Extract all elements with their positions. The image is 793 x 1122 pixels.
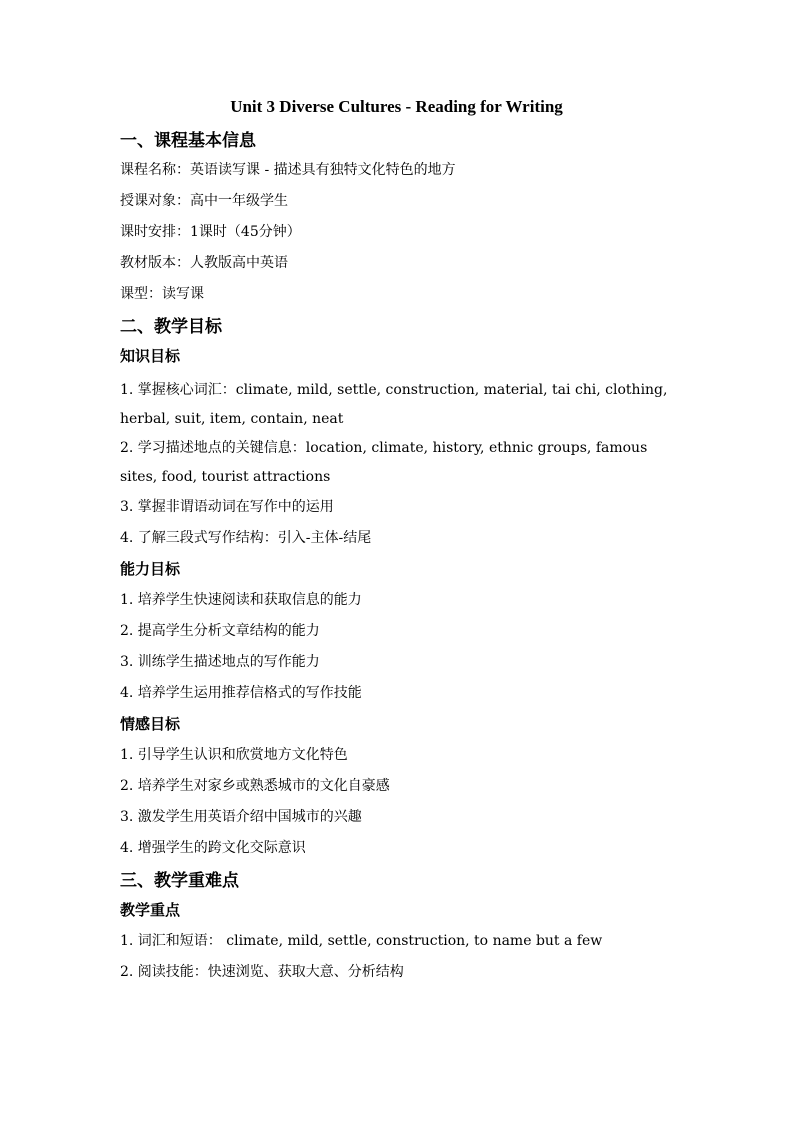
list-item: 1. 掌握核心词汇：climate, mild, settle, construction, material, tai chi, clothing, herbal, suit, item, contain, neat <box>120 382 668 427</box>
list-item: 2. 学习描述地点的关键信息：location, climate, history, ethnic groups, famous sites, food, tourist attractions <box>120 440 648 485</box>
list-item: 4. 了解三段式写作结构：引入-主体-结尾 <box>120 530 372 546</box>
info-line: 课程名称：英语读写课 - 描述具有独特文化特色的地方 <box>120 162 456 178</box>
list-item: 2. 培养学生对家乡或熟悉城市的文化自豪感 <box>120 778 390 794</box>
info-line: 课型：读写课 <box>120 286 204 302</box>
list-item: 3. 掌握非谓语动词在写作中的运用 <box>120 499 334 515</box>
subheading-knowledge: 知识目标 <box>120 347 181 365</box>
list-item: 2. 阅读技能：快速浏览、获取大意、分析结构 <box>120 964 404 980</box>
section-heading-key-points: 三、教学重难点 <box>120 871 239 891</box>
info-line: 授课对象：高中一年级学生 <box>120 193 288 209</box>
subheading-focus: 教学重点 <box>120 901 181 919</box>
list-item: 1. 引导学生认识和欣赏地方文化特色 <box>120 747 348 763</box>
subheading-emotion: 情感目标 <box>120 715 181 733</box>
list-item: 4. 增强学生的跨文化交际意识 <box>120 840 306 856</box>
section-heading-basic-info: 一、课程基本信息 <box>120 131 256 151</box>
info-line: 教材版本：人教版高中英语 <box>120 255 288 271</box>
document-body <box>120 128 685 992</box>
list-item: 3. 激发学生用英语介绍中国城市的兴趣 <box>120 809 362 825</box>
info-line: 课时安排：1课时（45分钟） <box>120 224 301 240</box>
list-item: 3. 训练学生描述地点的写作能力 <box>120 654 320 670</box>
list-item: 1. 培养学生快速阅读和获取信息的能力 <box>120 592 362 608</box>
list-item: 2. 提高学生分析文章结构的能力 <box>120 623 320 639</box>
list-item: 1. 词汇和短语： climate, mild, settle, construction, to name but a few <box>120 933 603 949</box>
section-heading-objectives: 二、教学目标 <box>120 317 222 337</box>
list-item: 4. 培养学生运用推荐信格式的写作技能 <box>120 685 362 701</box>
document-title: Unit 3 Diverse Cultures - Reading for Writing <box>230 97 563 116</box>
subheading-ability: 能力目标 <box>120 560 181 578</box>
